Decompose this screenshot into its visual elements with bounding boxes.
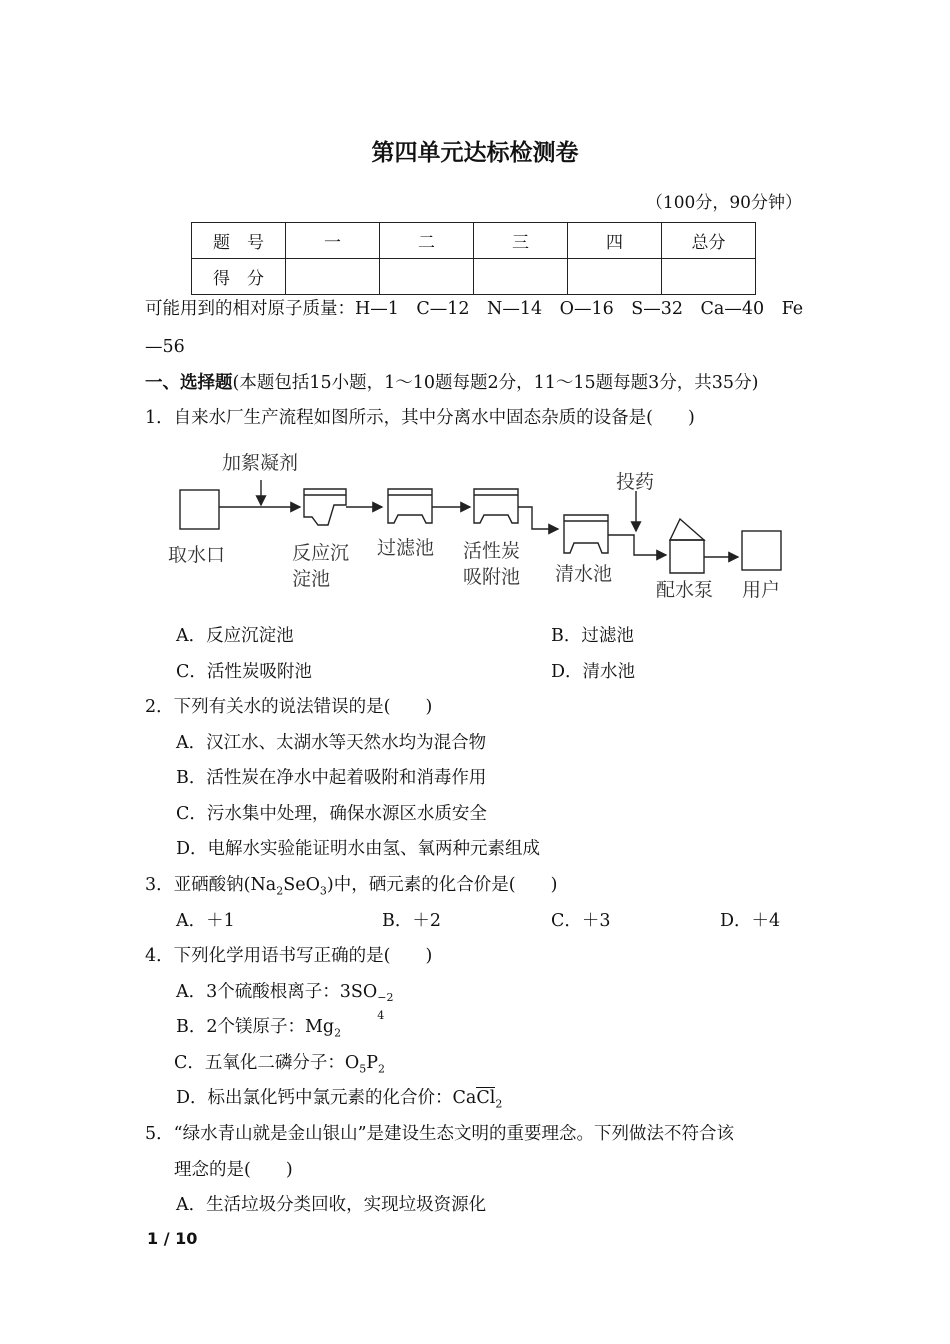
- user-box: [742, 531, 781, 570]
- q5-option-a: A．生活垃圾分类回收，实现垃圾资源化: [176, 1195, 487, 1215]
- q3-stem-part: 3．亚硒酸钠(Na: [145, 875, 277, 895]
- question-5-stem-cont: 理念的是( ): [174, 1160, 293, 1180]
- label-intake: 取水口: [168, 544, 226, 566]
- q4-a-subscript: 4: [377, 1009, 385, 1022]
- label-reaction-tank-2: 淀池: [292, 568, 331, 590]
- section-heading: [145, 372, 758, 394]
- intake-box: [180, 490, 219, 529]
- question-3-stem: [145, 874, 557, 903]
- q3-stem-part: )中，硒元素的化合价是( ): [326, 875, 558, 895]
- q3-option-c: C．＋3: [551, 911, 611, 931]
- score-table-header-row: [192, 223, 756, 259]
- score-input-cell: [286, 259, 380, 295]
- q3-option-d: D．＋4: [720, 911, 781, 931]
- pump-body-shape: [670, 540, 704, 573]
- q3-subscript: 3: [319, 884, 327, 898]
- score-table-cell: 题 号: [192, 223, 286, 259]
- carbon-tank-shape: [474, 489, 518, 523]
- q3-subscript: 2: [276, 884, 284, 898]
- q4-a-superscript: −2: [377, 991, 394, 1004]
- score-table-cell: 一: [286, 223, 380, 259]
- q2-option-d: D．电解水实验能证明水由氢、氧两种元素组成: [176, 839, 541, 859]
- page-title: 第四单元达标检测卷: [371, 140, 579, 166]
- label-user: 用户: [742, 579, 781, 601]
- score-table-cell: 得 分: [192, 259, 286, 295]
- q4-a-text: A．3个硫酸根离子：3SO: [176, 982, 378, 1002]
- score-table-cell: 总分: [662, 223, 756, 259]
- q1-option-a: A．反应沉淀池: [176, 626, 294, 646]
- q4-c-text: P: [366, 1053, 379, 1073]
- q1-option-b: B．过滤池: [551, 626, 634, 646]
- label-reaction-tank: 反应沉: [292, 542, 350, 564]
- score-input-cell: [662, 259, 756, 295]
- score-input-cell: [474, 259, 568, 295]
- q4-c-subscript: 5: [359, 1062, 367, 1076]
- question-1-stem: 1．自来水厂生产流程如图所示，其中分离水中固态杂质的设备是( ): [145, 408, 695, 428]
- label-carbon-tank: 活性炭: [463, 540, 521, 562]
- label-add-chemical: 投药: [616, 471, 655, 493]
- q4-option-b: [176, 1016, 341, 1045]
- q2-option-b: B．活性炭在净水中起着吸附和消毒作用: [176, 768, 487, 788]
- label-add-flocculant: 加絮凝剂: [222, 452, 299, 474]
- score-table: [191, 222, 756, 295]
- score-table-score-row: [192, 259, 756, 295]
- q4-d-overlined: Cl: [476, 1088, 496, 1108]
- label-clear-tank: 清水池: [555, 563, 613, 585]
- q2-option-a: A．汉江水、太湖水等天然水均为混合物: [176, 733, 487, 753]
- q4-d-text: D．标出氯化钙中氯元素的化合价：Ca: [176, 1088, 477, 1108]
- q4-b-subscript: 2: [334, 1026, 342, 1040]
- atomic-mass-line-cont: —56: [145, 337, 185, 357]
- score-table-cell: 三: [474, 223, 568, 259]
- q4-b-text: B．2个镁原子：Mg: [176, 1017, 335, 1037]
- score-input-cell: [568, 259, 662, 295]
- flow-arrow: [518, 507, 558, 529]
- filter-tank-shape: [388, 489, 432, 523]
- q1-option-c: C．活性炭吸附池: [176, 662, 312, 682]
- question-2-stem: 2．下列有关水的说法错误的是( ): [145, 697, 433, 717]
- label-carbon-tank-2: 吸附池: [463, 566, 521, 588]
- q3-option-a: A．＋1: [176, 911, 235, 931]
- label-pump: 配水泵: [656, 579, 714, 601]
- q1-option-d: D．清水池: [551, 662, 636, 682]
- score-input-cell: [380, 259, 474, 295]
- q4-d-subscript: 2: [495, 1097, 503, 1111]
- q4-option-a: [176, 981, 403, 1022]
- q4-c-text: C．五氧化二磷分子：O: [174, 1053, 360, 1073]
- q4-c-subscript: 2: [378, 1062, 386, 1076]
- q2-option-c: C．污水集中处理，确保水源区水质安全: [176, 804, 487, 824]
- q4-option-c: [174, 1052, 385, 1081]
- q4-option-d: [176, 1087, 502, 1116]
- flow-arrow: [608, 535, 666, 555]
- pump-top-shape: [670, 519, 704, 540]
- atomic-mass-line: 可能用到的相对原子质量：H—1 C—12 N—14 O—16 S—32 Ca—40 Fe: [145, 299, 804, 319]
- section-note: (本题包括15小题，1～10题每题2分，11～15题每题3分，共35分): [232, 373, 759, 393]
- score-table-cell: 四: [568, 223, 662, 259]
- question-5-stem: 5．“绿水青山就是金山银山”是建设生态文明的重要理念。下列做法不符合该: [145, 1124, 735, 1144]
- label-filter-tank: 过滤池: [377, 537, 435, 559]
- question-4-stem: 4．下列化学用语书写正确的是( ): [145, 946, 433, 966]
- score-table-cell: 二: [380, 223, 474, 259]
- q3-stem-part: SeO: [283, 875, 320, 895]
- page-number: 1 / 10: [147, 1229, 198, 1248]
- section-title: 一、选择题: [145, 373, 233, 393]
- score-time-note: （100分，90分钟）: [645, 193, 802, 213]
- water-treatment-flow-diagram: [160, 445, 800, 610]
- q3-option-b: B．＋2: [382, 911, 441, 931]
